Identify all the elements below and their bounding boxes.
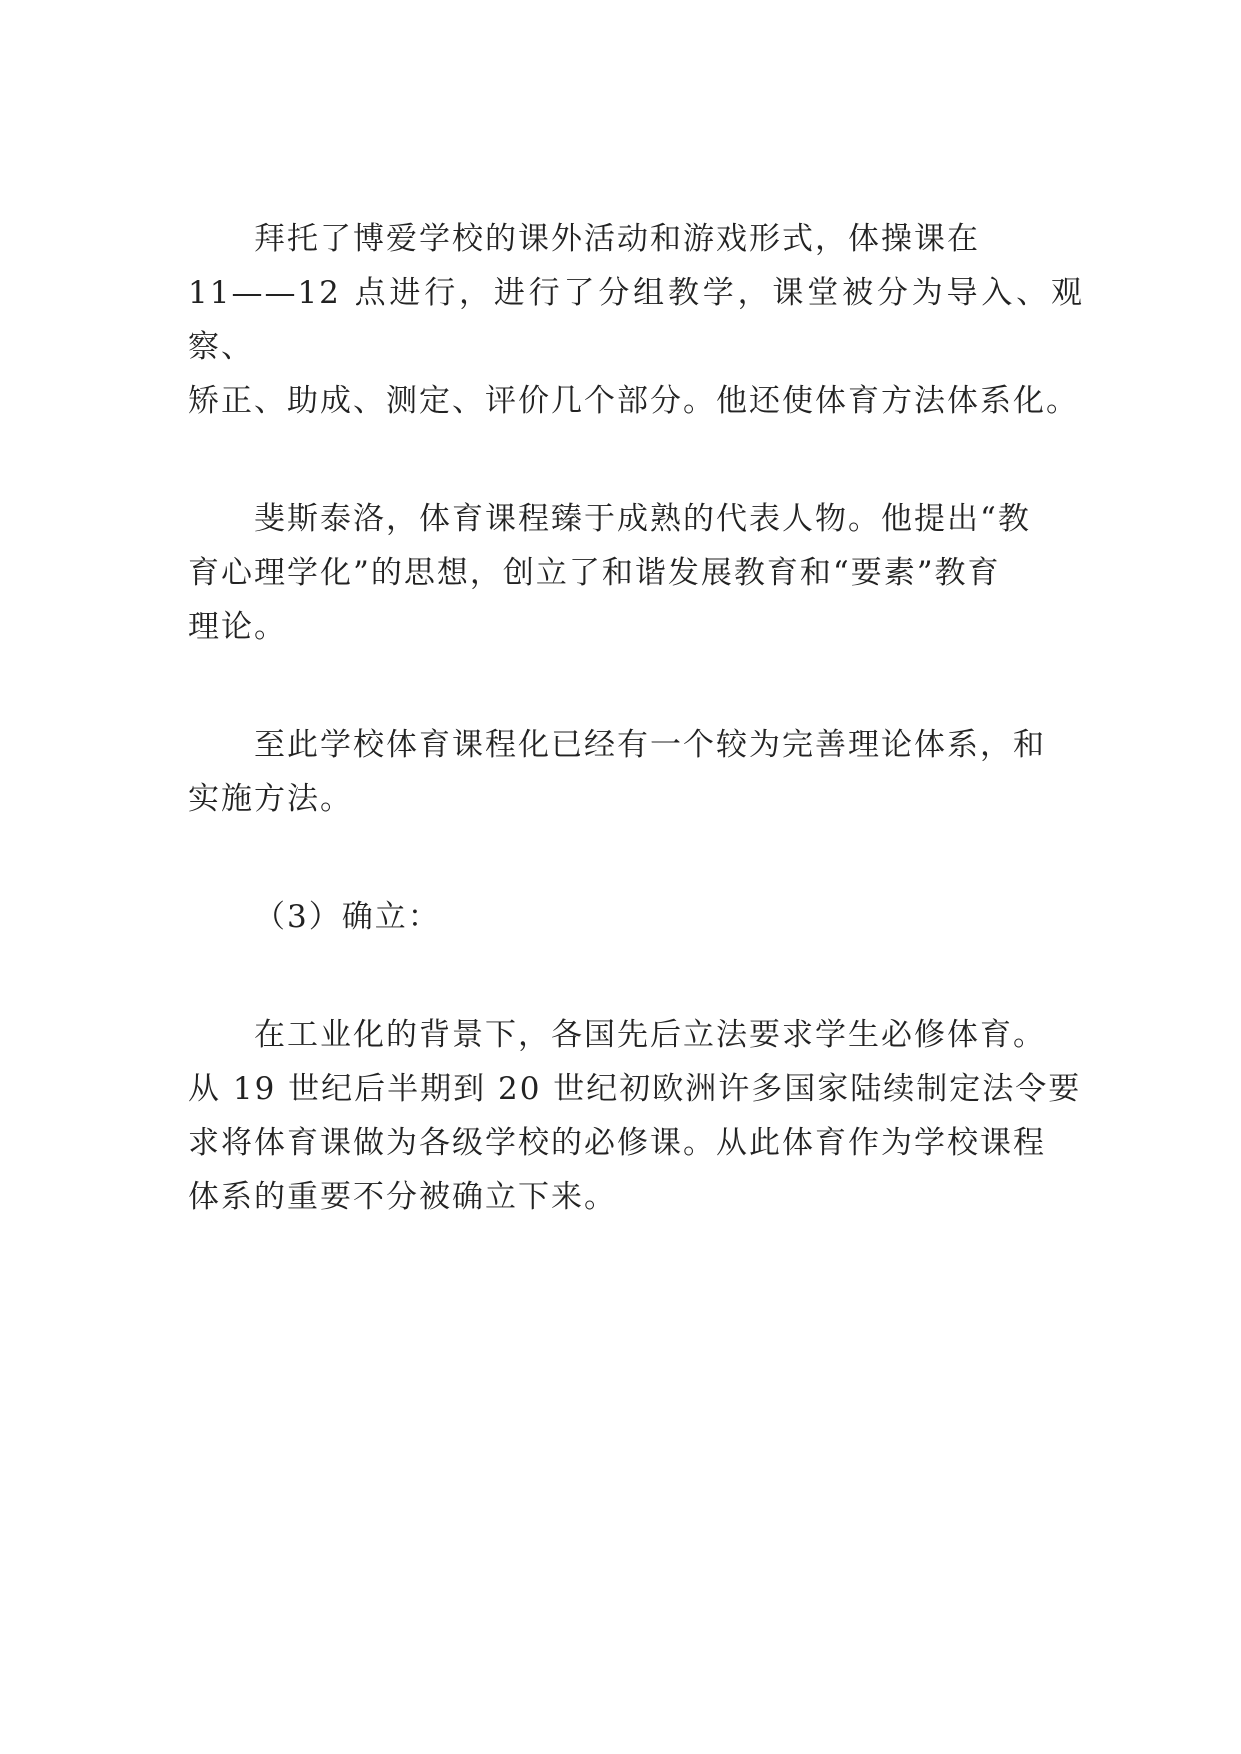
section-heading: （3）确立： xyxy=(254,899,441,935)
paragraph-line: 至此学校体育课程化已经有一个较为完善理论体系，和 xyxy=(254,727,1046,763)
paragraph-line: 11——12 点进行，进行了分组教学，课堂被分为导入、观察、 xyxy=(188,275,1084,365)
paragraph-line: 体系的重要不分被确立下来。 xyxy=(188,1179,617,1215)
paragraph-line: 实施方法。 xyxy=(188,781,353,817)
paragraph-3 xyxy=(188,718,1084,826)
paragraph-line: 育心理学化”的思想，创立了和谐发展教育和“要素”教育 xyxy=(188,555,1001,591)
paragraph-line: 斐斯泰洛，体育课程臻于成熟的代表人物。他提出“教 xyxy=(254,501,1031,537)
paragraph-line: 拜托了博爱学校的课外活动和游戏形式，体操课在 xyxy=(254,221,980,257)
paragraph-line: 矫正、助成、测定、评价几个部分。他还使体育方法体系化。 xyxy=(188,383,1079,419)
paragraph-1 xyxy=(188,212,1084,428)
paragraph-2 xyxy=(188,492,1084,654)
document-body xyxy=(188,212,1084,1288)
paragraph-line: 求将体育课做为各级学校的必修课。从此体育作为学校课程 xyxy=(188,1125,1046,1161)
paragraph-line: 在工业化的背景下，各国先后立法要求学生必修体育。 xyxy=(254,1017,1046,1053)
paragraph-line: 从 19 世纪后半期到 20 世纪初欧洲许多国家陆续制定法令要 xyxy=(188,1071,1082,1107)
paragraph-4 xyxy=(188,1008,1084,1224)
paragraph-line: 理论。 xyxy=(188,609,287,645)
